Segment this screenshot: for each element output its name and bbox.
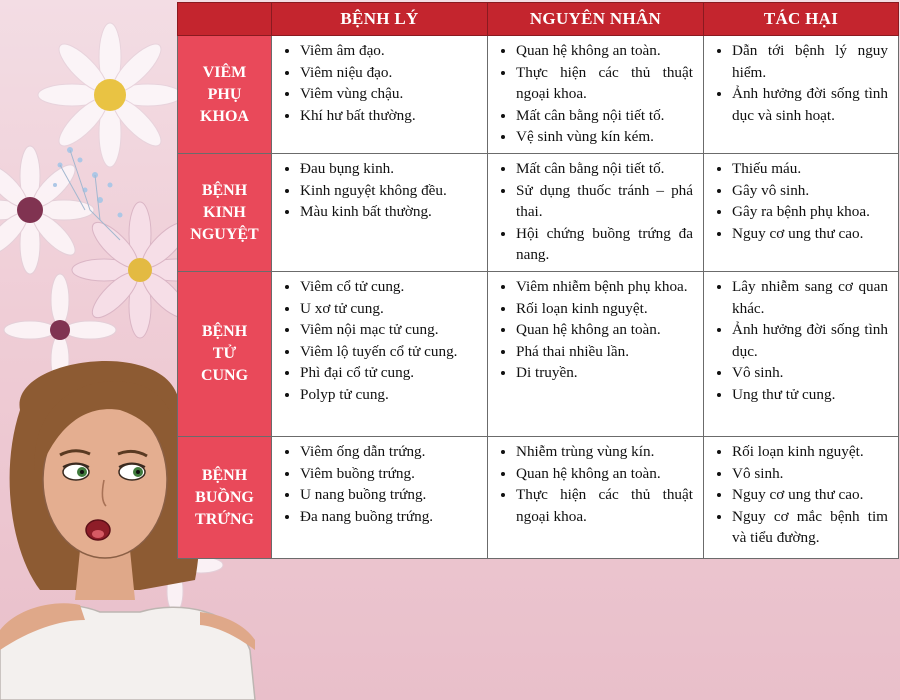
list-item: • Nguy cơ ung thư cao. xyxy=(732,223,888,245)
bullet-list xyxy=(494,40,693,148)
list-item: • Ảnh hưởng đời sống tình dục. xyxy=(732,319,888,362)
list-item: • Viêm ống dẫn trứng. xyxy=(300,441,477,463)
list-item: • Nguy cơ mắc bệnh tim và tiểu đường. xyxy=(732,506,888,549)
table-row xyxy=(178,36,899,154)
bullet-list xyxy=(494,276,693,384)
row-heading xyxy=(178,272,272,437)
row-heading-word: CUNG xyxy=(200,367,249,384)
list-item: • Polyp tử cung. xyxy=(300,384,477,406)
list-item: • Viêm cổ tử cung. xyxy=(300,276,477,298)
row-heading xyxy=(178,154,272,272)
list-item: • Quan hệ không an toàn. xyxy=(516,463,693,485)
list-item: • Gây ra bệnh phụ khoa. xyxy=(732,201,888,223)
list-item: • Viêm buồng trứng. xyxy=(300,463,477,485)
list-item: • U xơ tử cung. xyxy=(300,298,477,320)
cell-nguyen-nhan xyxy=(488,272,704,437)
list-item: • Vô sinh. xyxy=(732,463,888,485)
table-header-row xyxy=(178,3,899,36)
cell-nguyen-nhan xyxy=(488,437,704,559)
list-item: • Hội chứng buồng trứng đa nang. xyxy=(516,223,693,266)
row-heading-word: BỆNH xyxy=(201,466,248,484)
list-item: • Mất cân bằng nội tiết tố. xyxy=(516,105,693,127)
bullet-list xyxy=(710,276,888,405)
list-item: • Lây nhiễm sang cơ quan khác. xyxy=(732,276,888,319)
list-item: • Quan hệ không an toàn. xyxy=(516,40,693,62)
list-item: • Mất cân bằng nội tiết tố. xyxy=(516,158,693,180)
row-heading-word: NGUYỆT xyxy=(190,225,259,243)
list-item: • Vệ sinh vùng kín kém. xyxy=(516,126,693,148)
list-item: • Ảnh hưởng đời sống tình dục và sinh hoạt. xyxy=(732,83,888,126)
list-item: • Nhiễm trùng vùng kín. xyxy=(516,441,693,463)
list-item: • Rối loạn kinh nguyệt. xyxy=(516,298,693,320)
list-item: • Sử dụng thuốc tránh – phá thai. xyxy=(516,180,693,223)
list-item: • Viêm nội mạc tử cung. xyxy=(300,319,477,341)
row-heading-word: TỬ xyxy=(212,345,237,362)
list-item: • Thực hiện các thủ thuật ngoại khoa. xyxy=(516,62,693,105)
row-heading-word: BỆNH xyxy=(201,323,248,340)
bullet-list xyxy=(278,40,477,126)
row-heading xyxy=(178,36,272,154)
cell-benh-ly xyxy=(272,154,488,272)
row-heading-word: TRỨNG xyxy=(195,510,254,528)
row-heading-word: VIÊM xyxy=(202,63,247,81)
bullet-list xyxy=(494,158,693,266)
list-item: • Kinh nguyệt không đều. xyxy=(300,180,477,202)
header-benh-ly: BỆNH LÝ xyxy=(272,3,488,36)
cell-nguyen-nhan xyxy=(488,154,704,272)
header-tac-hai: TÁC HẠI xyxy=(704,3,899,36)
bullet-list xyxy=(278,158,477,223)
table-row xyxy=(178,154,899,272)
cell-tac-hai xyxy=(704,36,899,154)
list-item: • Viêm âm đạo. xyxy=(300,40,477,62)
row-heading-word: BUỒNG xyxy=(195,488,254,506)
row-heading-word: BỆNH xyxy=(201,181,248,199)
list-item: • Thực hiện các thủ thuật ngoại khoa. xyxy=(516,484,693,527)
list-item: • Màu kinh bất thường. xyxy=(300,201,477,223)
bullet-list xyxy=(710,441,888,549)
cell-tac-hai xyxy=(704,272,899,437)
list-item: • Rối loạn kinh nguyệt. xyxy=(732,441,888,463)
bullet-list xyxy=(710,40,888,126)
list-item: • Vô sinh. xyxy=(732,362,888,384)
cell-benh-ly xyxy=(272,36,488,154)
list-item: • U nang buồng trứng. xyxy=(300,484,477,506)
row-heading-word: PHỤ xyxy=(207,85,242,103)
header-corner xyxy=(178,3,272,36)
header-nguyen-nhan: NGUYÊN NHÂN xyxy=(488,3,704,36)
list-item: • Khí hư bất thường. xyxy=(300,105,477,127)
cell-nguyen-nhan xyxy=(488,36,704,154)
list-item: • Nguy cơ ung thư cao. xyxy=(732,484,888,506)
bullet-list xyxy=(278,441,477,527)
bullet-list xyxy=(278,276,477,405)
table-row xyxy=(178,437,899,559)
list-item: • Ung thư tử cung. xyxy=(732,384,888,406)
list-item: • Quan hệ không an toàn. xyxy=(516,319,693,341)
row-heading-word: KHOA xyxy=(200,107,249,125)
list-item: • Gây vô sinh. xyxy=(732,180,888,202)
list-item: • Viêm lộ tuyến cổ tử cung. xyxy=(300,341,477,363)
row-heading-word: KINH xyxy=(203,203,246,221)
disease-table xyxy=(177,2,899,559)
list-item: • Thiếu máu. xyxy=(732,158,888,180)
list-item: • Dẫn tới bệnh lý nguy hiểm. xyxy=(732,40,888,83)
cell-tac-hai xyxy=(704,437,899,559)
bullet-list xyxy=(710,158,888,244)
list-item: • Phì đại cổ tử cung. xyxy=(300,362,477,384)
cell-tac-hai xyxy=(704,154,899,272)
list-item: • Di truyền. xyxy=(516,362,693,384)
bullet-list xyxy=(494,441,693,527)
list-item: • Viêm niệu đạo. xyxy=(300,62,477,84)
list-item: • Viêm nhiễm bệnh phụ khoa. xyxy=(516,276,693,298)
cell-benh-ly xyxy=(272,437,488,559)
list-item: • Đa nang buồng trứng. xyxy=(300,506,477,528)
list-item: • Phá thai nhiều lần. xyxy=(516,341,693,363)
list-item: • Viêm vùng chậu. xyxy=(300,83,477,105)
cell-benh-ly xyxy=(272,272,488,437)
table-row xyxy=(178,272,899,437)
row-heading xyxy=(178,437,272,559)
list-item: • Đau bụng kinh. xyxy=(300,158,477,180)
